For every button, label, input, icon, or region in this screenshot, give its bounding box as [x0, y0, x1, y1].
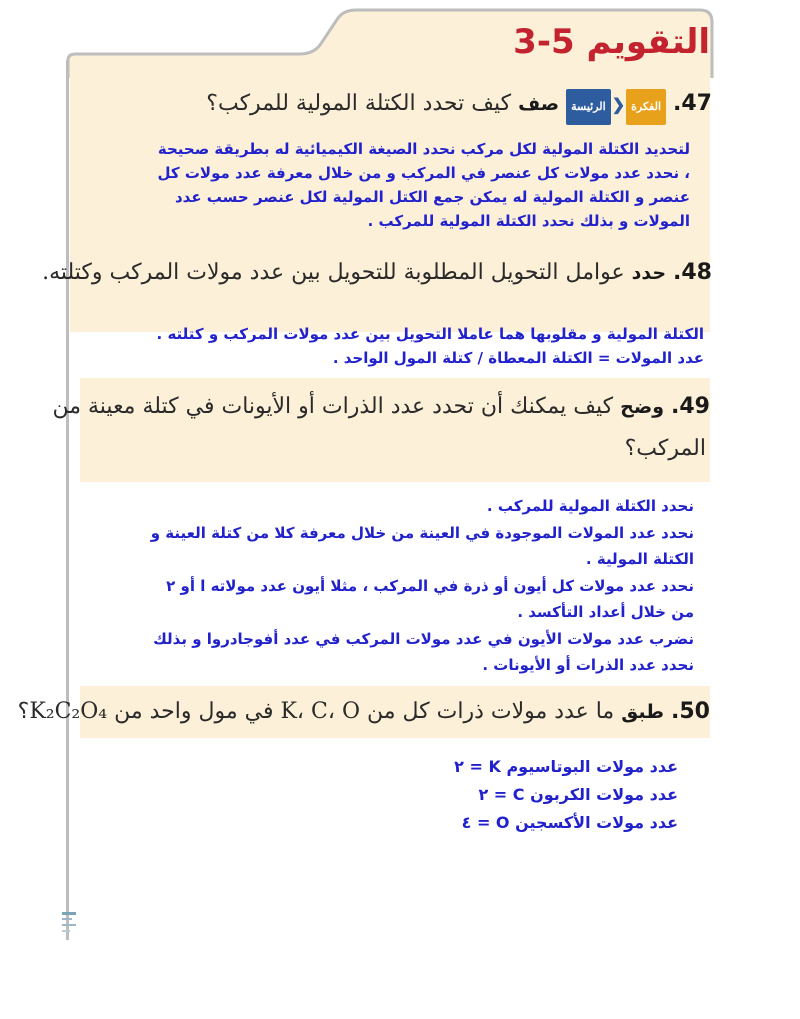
q48-answer: [157, 322, 704, 370]
q47-number: 47.: [673, 91, 712, 116]
answer-line: عدد مولات البوتاسيوم K = ٢: [454, 757, 678, 776]
answer-line: المولات و بذلك نحدد الكتلة المولية للمركب .: [367, 212, 690, 230]
q50-text: ما عدد مولات ذرات كل من K، C، O في مول واحد من K₂C₂O₄؟: [17, 699, 615, 724]
page-margin-line: [66, 60, 69, 940]
q49-question: [52, 386, 710, 470]
answer-line: الكتلة المولية .: [585, 550, 694, 568]
q49-text-line1: كيف يمكنك أن تحدد عدد الذرات أو الأيونات في كتلة معينة من: [52, 394, 614, 419]
badge-main-idea: الرئيسة: [566, 89, 611, 125]
publisher-logo-icon: [60, 910, 78, 941]
answer-line: نحدد عدد مولات كل أيون أو ذرة في المركب ، مثلا أيون عدد مولاته ا أو ٢: [166, 576, 694, 595]
q47-verb: صف: [518, 93, 560, 115]
q50-verb: طبق: [621, 701, 665, 723]
q48-verb: حدد: [631, 262, 667, 284]
chevron-icon: ❮: [611, 95, 626, 114]
answer-line: نحدد الكتلة المولية للمركب .: [486, 497, 694, 515]
section-title: التقويم: [586, 22, 710, 62]
answer-line: من خلال أعداد التأكسد .: [517, 603, 694, 621]
q48-text: عوامل التحويل المطلوبة للتحويل بين عدد مولات المركب وكتلته.: [42, 260, 625, 285]
q50-answer: [454, 753, 678, 837]
q47-text: كيف تحدد الكتلة المولية للمركب؟: [206, 91, 512, 116]
q49-text-line2: المركب؟: [624, 436, 706, 461]
q49-verb: وضح: [620, 396, 665, 418]
answer-line: عنصر و الكتلة المولية له يمكن جمع الكتل المولية لكل عنصر حسب عدد: [174, 188, 690, 206]
q49-number: 49.: [671, 394, 710, 419]
answer-line: نضرب عدد مولات الأيون في عدد مولات المركب في عدد أفوجادروا و بذلك: [153, 629, 694, 648]
answer-line: عدد مولات الأكسجين O = ٤: [461, 813, 678, 832]
badge-key-idea: الفكرة: [626, 89, 666, 125]
answer-line: الكتلة المولية و مقلوبها هما عاملا التحويل بين عدد مولات المركب و كتلته .: [156, 325, 704, 343]
answer-line: لتحديد الكتلة المولية لكل مركب نحدد الصيغة الكيميائية له بطريقة صحيحة: [157, 140, 690, 158]
q50-number: 50.: [671, 699, 710, 724]
answer-line: عدد مولات الكربون C = ٢: [478, 785, 678, 804]
q49-answer: [151, 493, 694, 679]
q48-number: 48.: [673, 260, 712, 285]
answer-line: ، نحدد عدد مولات كل عنصر في المركب و من خلال معرفة عدد مولات كل: [157, 164, 690, 182]
answer-line: نحدد عدد الذرات أو الأيونات .: [482, 656, 694, 674]
q48-question: [42, 256, 712, 290]
answer-line: عدد المولات = الكتلة المعطاة / كتلة المول الواحد .: [332, 349, 704, 367]
answer-line: نحدد عدد المولات الموجودة في العينة من خلال معرفة كلا من كتلة العينة و: [150, 523, 694, 542]
q50-question: [18, 694, 710, 730]
q47-question: [206, 88, 712, 125]
section-header: [488, 14, 710, 70]
q47-answer: [158, 137, 691, 233]
section-number: 5-3: [513, 22, 575, 62]
